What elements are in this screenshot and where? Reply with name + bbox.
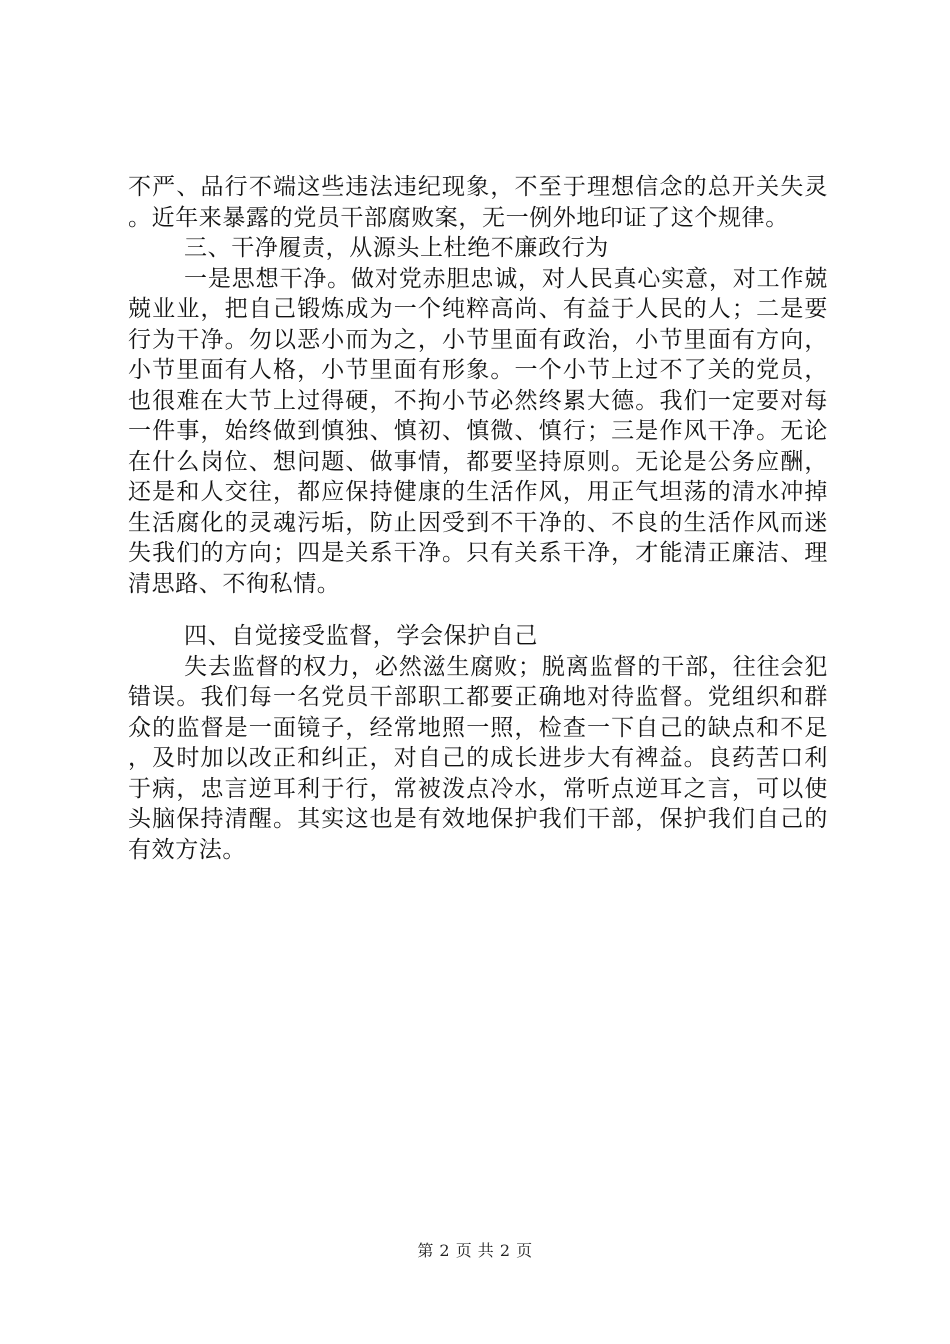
document-body xyxy=(128,172,828,865)
paragraph-supervision: 失去监督的权力，必然滋生腐败；脱离监督的干部，往往会犯错误。我们每一名党员干部职工都要正确地对待监督。党组织和群众的监督是一面镜子，经常地照一照，检查一下自己的缺点和不足，及时加以改正和纠正，对自己的成长进步大有裨益。良药苦口利于病，忠言逆耳利于行，常被泼点冷水，常听点逆耳之言，可以使头脑保持清醒。其实这也是有效地保护我们干部，保护我们自己的有效方法。 xyxy=(128,653,828,863)
paragraph-clean-conduct: 一是思想干净。做对党赤胆忠诚，对人民真心实意，对工作兢兢业业，把自己锻炼成为一个纯粹高尚、有益于人民的人；二是要行为干净。勿以恶小而为之，小节里面有政治，小节里面有方向，小节里面有人格，小节里面有形象。一个小节上过不了关的党员，也很难在大节上过得硬，不拘小节必然终累大德。我们一定要对每一件事，始终做到慎独、慎初、慎微、慎行；三是作风干净。无论在什么岗位、想问题、做事情，都要坚持原则。无论是公务应酬，还是和人交往，都应保持健康的生活作风，用正气坦荡的清水冲掉生活腐化的灵魂污垢，防止因受到不干净的、不良的生活作风而迷失我们的方向；四是关系干净。只有关系干净，才能清正廉洁、理清思路、不徇私情。 xyxy=(128,265,828,597)
page-footer: 第 2 页 共 2 页 xyxy=(417,1241,533,1260)
paragraph-continuation: 不严、品行不端这些违法违纪现象，不至于理想信念的总开关失灵。近年来暴露的党员干部腐败案，无一例外地印证了这个规律。 xyxy=(128,174,828,231)
section-heading-4: 四、自觉接受监督，学会保护自己 xyxy=(184,623,538,649)
section-heading-3: 三、干净履责，从源头上杜绝不廉政行为 xyxy=(184,235,609,261)
